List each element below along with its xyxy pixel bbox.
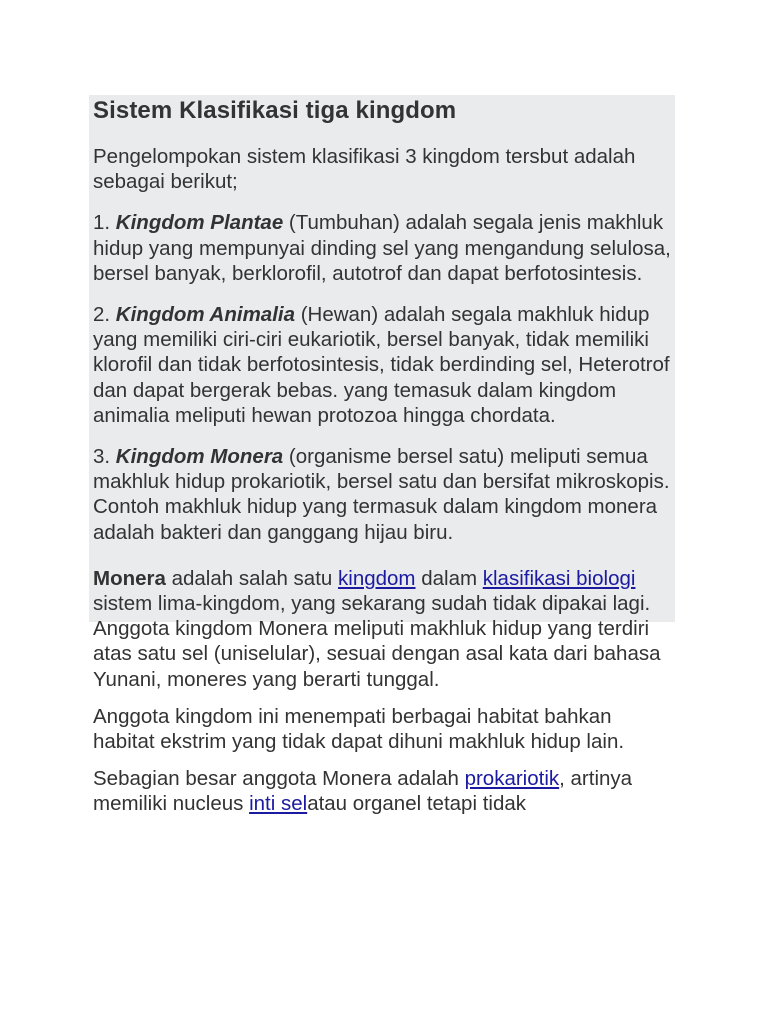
kingdom-link[interactable]: kingdom [338,566,416,590]
document-content [93,96,673,817]
kingdom-item-animalia [93,302,673,428]
monera-definition-paragraph [93,566,673,692]
item-number: 3. [93,445,116,469]
item-description: (organisme bersel satu) meliputi semua makhluk hidup prokariotik, bersel satu dan bersifat mikroskopis. Contoh makhluk hidup yang termasuk dalam kingdom monera adalah bakteri dan ganggang hijau biru. [93,445,670,544]
klasifikasi-biologi-link[interactable]: klasifikasi biologi [482,566,636,590]
item-number: 1. [93,211,116,235]
item-description: (Tumbuhan) adalah segala jenis makhluk hidup yang mempunyai dinding sel yang mengandung selulosa, bersel banyak, berklorofil, autotrof dan dapat berfotosintesis. [93,211,671,285]
inti-sel-link[interactable]: inti sel [249,792,308,816]
intro-paragraph: Pengelompokan sistem klasifikasi 3 kingdom tersbut adalah sebagai berikut; [93,145,636,194]
kingdom-item-monera [93,444,673,545]
paragraph-text: atau organel tetapi tidak [307,792,527,816]
paragraph-text: sistem lima-kingdom, yang sekarang sudah tidak dipakai lagi. Anggota kingdom Monera meliputi makhluk hidup yang terdiri atas satu sel (uniselular), sesuai dengan asal kata dari bahasa Yunani, moneres yang berarti tunggal. [93,592,661,691]
paragraph-text: dalam [415,566,483,590]
paragraph-text: , artinya memiliki nucleus [93,767,633,816]
habitat-paragraph: Anggota kingdom ini menempati berbagai habitat bahkan habitat ekstrim yang tidak dapat dihuni makhluk hidup lain. [93,704,625,754]
kingdom-name: Kingdom Plantae [115,211,284,235]
section-title: Sistem Klasifikasi tiga kingdom [93,97,457,124]
item-number: 2. [93,303,116,327]
paragraph-text: Sebagian besar anggota Monera adalah [93,767,465,791]
prokariotik-link[interactable]: prokariotik [464,767,560,791]
item-description: (Hewan) adalah segala makhluk hidup yang memiliki ciri-ciri eukariotik, bersel banyak, tidak memiliki klorofil dan tidak berfotosintesis, tidak berdinding sel, Heterotrof dan dapat bergerak bebas. yang temasuk dalam kingdom animalia meliputi hewan protozoa hingga chordata. [93,303,670,427]
kingdom-item-plantae [93,210,673,286]
kingdom-name: Kingdom Animalia [115,303,295,327]
paragraph-text: adalah salah satu [165,566,339,590]
kingdom-name: Kingdom Monera [115,445,284,469]
monera-term: Monera [93,566,166,590]
prokariotik-paragraph [93,766,673,816]
